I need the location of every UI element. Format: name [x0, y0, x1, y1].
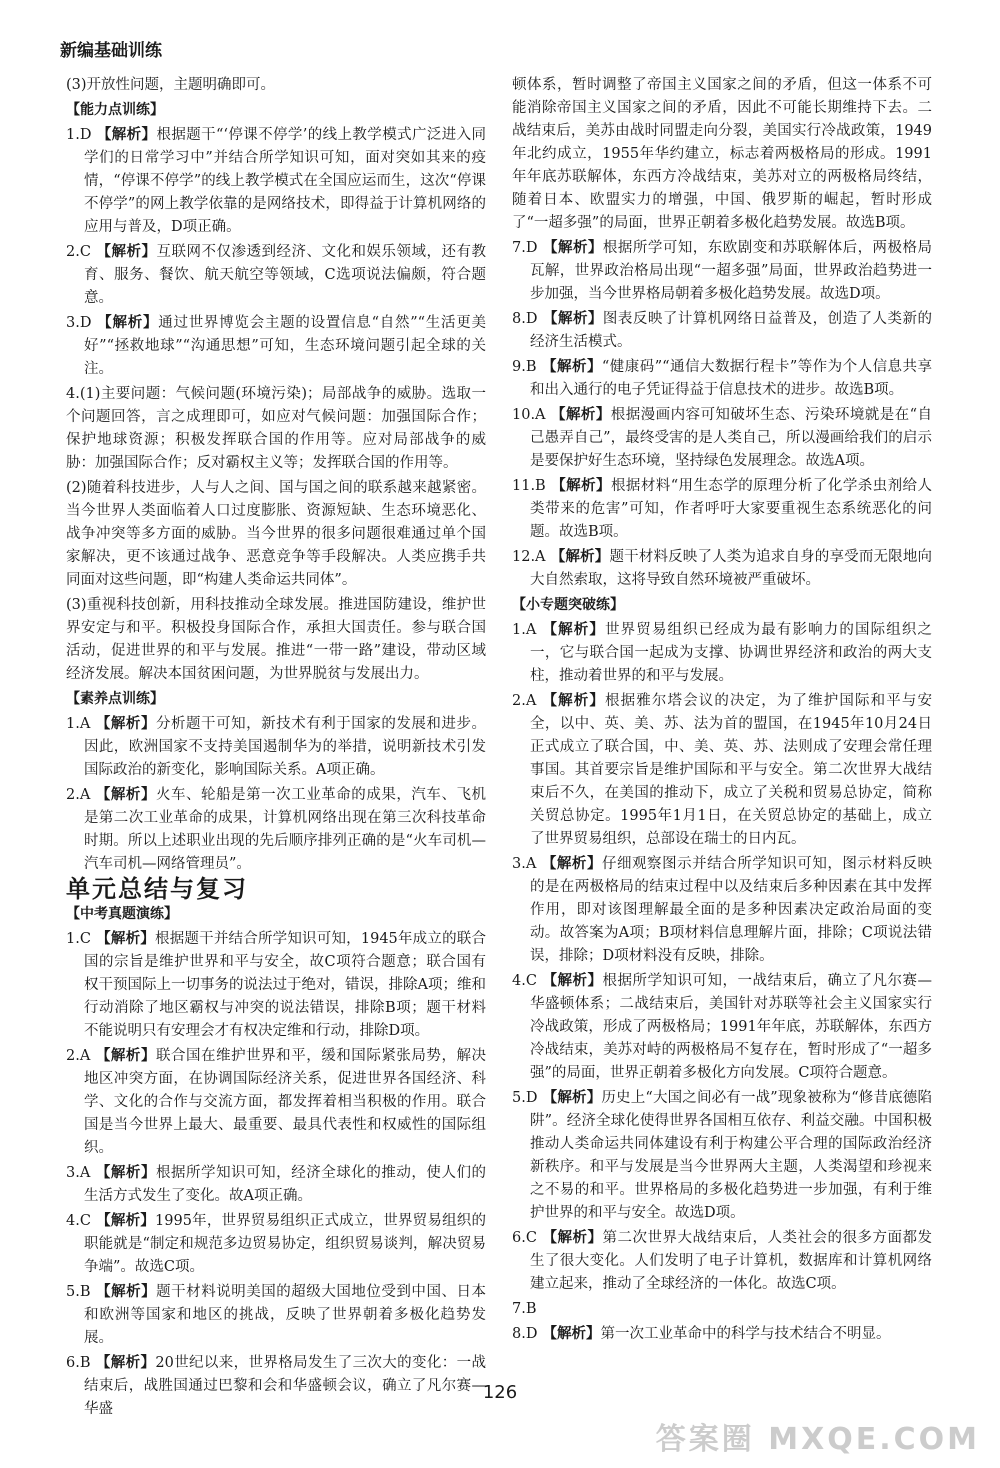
- answer-item: [512, 1298, 932, 1321]
- analysis-tag: 【解析】: [91, 315, 159, 331]
- answer-number: 11.B: [512, 478, 546, 494]
- section-label: 【中考真题演练】: [66, 906, 178, 922]
- answer-number: 6.C: [512, 1230, 537, 1246]
- watermark-logo: 答案圈 MXQE.COM: [655, 1422, 980, 1457]
- answer-number: 9.B: [512, 359, 537, 375]
- answer-item: [512, 546, 932, 592]
- paragraph: (3)开放性问题，主题明确即可。: [66, 77, 276, 93]
- answer-number: 8.D: [512, 1326, 538, 1342]
- analysis-tag: 【解析】: [545, 549, 610, 565]
- answer-item: [66, 1210, 486, 1279]
- answer-item: [66, 124, 486, 239]
- analysis-tag: 【解析】: [90, 1048, 156, 1064]
- answer-item: [66, 1162, 486, 1208]
- answer-item: [512, 1323, 932, 1346]
- analysis-tag: 【解析】: [537, 1326, 601, 1342]
- answer-item: [66, 928, 486, 1043]
- paragraph: (3)重视科技创新，用科技推动全球发展。推进国防建设，维护世界安定与和平。积极投身国际合作，承担大国责任。参与联合国活动，促进世界的和平与发展。推进“一带一路”建设，带动区域经济发展。解决本国贫困问题，为世界脱贫与发展出力。: [66, 597, 486, 682]
- section-label: 【能力点训练】: [66, 102, 164, 118]
- answer-text: 题干材料反映了人类为追求自身的享受而无限地向大自然索取，这将导致自然环境被严重破坏。: [530, 549, 932, 588]
- analysis-tag: 【解析】: [536, 359, 602, 375]
- answer-item: [512, 475, 932, 544]
- analysis-tag: 【解析】: [537, 1090, 602, 1106]
- analysis-tag: 【解析】: [90, 244, 157, 260]
- answer-item: [66, 713, 486, 782]
- analysis-tag: 【解析】: [545, 407, 611, 423]
- answer-number: 7.B: [512, 1301, 537, 1317]
- answer-item: [512, 237, 932, 306]
- answer-item: [66, 1281, 486, 1350]
- answer-text: 联合国在维护世界和平，缓和国际紧张局势，解决地区冲突方面，在协调国际经济关系，促进世界各国经济、科学、文化的合作与交流方面，都发挥着相当积极的作用。联合国是当今世界上最大、最重要、最具代表性和权威性的国际组织。: [84, 1048, 486, 1156]
- answer-number: 2.A: [66, 787, 91, 803]
- analysis-tag: 【解析】: [90, 931, 156, 947]
- left-column: [66, 74, 486, 1423]
- page-header-title: 新编基础训练: [60, 41, 162, 61]
- answer-number: 2.A: [512, 693, 537, 709]
- answer-number: 3.D: [66, 315, 92, 331]
- answer-number: 3.A: [512, 856, 537, 872]
- analysis-tag: 【解析】: [90, 716, 156, 732]
- answer-item: [66, 1045, 486, 1160]
- analysis-tag: 【解析】: [536, 856, 602, 872]
- right-column: [512, 74, 932, 1348]
- analysis-tag: 【解析】: [536, 973, 603, 989]
- answer-text: 仔细观察图示并结合所学知识可知，图示材料反映的是在两极格局的结束过程中以及结束后多种因素在其中发挥作用，即对该图理解最全面的是多种因素决定政治局面的变动。故答案为A项；B项材料信息理解片面，排除；C项说法错误，排除；D项材料没有反映，排除。: [530, 856, 932, 964]
- answer-text: 第二次世界大战结束后，人类社会的很多方面都发生了很大变化。人们发明了电子计算机，数据库和计算机网络建立起来，推动了全球经济的一体化。故选C项。: [530, 1230, 932, 1292]
- paragraph: (2)随着科技进步，人与人之间、国与国之间的联系越来越紧密。当今世界人类面临着人口过度膨胀、资源短缺、生态环境恶化、战争冲突等多方面的威胁。当今世界的很多问题很难通过单个国家解决，更不该通过战争、恶意竞争等手段解决。人类应携手共同面对这些问题，即“构建人类命运共同体”。: [66, 480, 486, 588]
- answer-text: 图表反映了计算机网络日益普及，创造了人类新的经济生活模式。: [530, 311, 932, 350]
- answer-number: 2.C: [66, 244, 91, 260]
- answer-text: 根据材料“用生态学的原理分析了化学杀虫剂给人类带来的危害”可知，作者呼吁大家要重视生态系统恶化的问题。故选B项。: [530, 478, 932, 540]
- answer-item: [512, 853, 932, 968]
- answer-text: 根据题干“‘停课不停学’的线上教学模式广泛进入同学们的日常学习中”并结合所学知识可知，面对突如其来的疫情，“停课不停学”的线上教学模式在全国应运而生，这次“停课不停学”的网上教学依靠的是网络技术，即得益于计算机网络的应用与普及，D项正确。: [84, 127, 486, 235]
- analysis-tag: 【解析】: [90, 1165, 156, 1181]
- answer-number: 8.D: [512, 311, 538, 327]
- answer-number: 5.B: [66, 1284, 91, 1300]
- analysis-tag: 【解析】: [90, 1284, 157, 1300]
- answer-item: [512, 356, 932, 402]
- answer-number: 7.D: [512, 240, 538, 256]
- answer-item: [66, 784, 486, 876]
- answer-text: 根据漫画内容可知破坏生态、污染环境就是在“自己愚弄自己”，最终受害的是人类自己，所以漫画给我们的启示是要保护好生态环境，坚持绿色发展理念。故选A项。: [530, 407, 932, 469]
- answer-text: 根据所学可知，东欧剧变和苏联解体后，两极格局瓦解，世界政治格局出现“一超多强”局面，世界政治趋势进一步加强，当今世界格局朝着多极化趋势发展。故选D项。: [530, 240, 932, 302]
- paragraph: 顿体系，暂时调整了帝国主义国家之间的矛盾，但这一体系不可能消除帝国主义国家之间的矛盾，因此不可能长期维持下去。二战结束后，美苏由战时同盟走向分裂，美国实行冷战政策，1949年北约成立，1955年华约建立，标志着两极格局的形成。1991年年底苏联解体，东西方冷战结束，美苏对立的两极格局终结，随着日本、欧盟实力的增强，中国、俄罗斯的崛起，暂时形成了“一超多强”的局面，世界正朝着多极化趋势发展。故选B项。: [512, 77, 932, 231]
- unit-title: 单元总结与复习: [66, 875, 248, 903]
- answer-item: [512, 690, 932, 851]
- answer-text: 1995年，世界贸易组织正式成立，世界贸易组织的职能就是“制定和规范多边贸易协定，组织贸易谈判，解决贸易争端”。故选C项。: [84, 1213, 486, 1275]
- answer-text: 火车、轮船是第一次工业革命的成果，汽车、飞机是第二次工业革命的成果，计算机网络出现在第三次科技革命时期。所以上述职业出现的先后顺序排列正确的是“火车司机—汽车司机—网络管理员”。: [84, 787, 486, 872]
- answer-item: [512, 1087, 932, 1225]
- answer-number: 6.B: [66, 1355, 91, 1371]
- answer-number: 1.D: [66, 127, 92, 143]
- answer-item: [66, 312, 486, 381]
- answer-text: 题干材料说明美国的超级大国地位受到中国、日本和欧洲等国家和地区的挑战，反映了世界朝着多极化趋势发展。: [84, 1284, 486, 1346]
- answer-item: [512, 308, 932, 354]
- answer-text: 根据所学知识可知，一战结束后，确立了凡尔赛—华盛顿体系；二战结束后，美国针对苏联等社会主义国家实行冷战政策，形成了两极格局；1991年年底，苏联解体，东西方冷战结束，美苏对峙的两极格局不复存在，暂时形成了“一超多强”的局面，世界正朝着多极化方向发展。C项符合题意。: [530, 973, 932, 1081]
- section-label: 【小专题突破练】: [512, 597, 624, 613]
- answer-number: 3.A: [66, 1165, 91, 1181]
- answer-text: 分析题干可知，新技术有利于国家的发展和进步。因此，欧洲国家不支持美国遏制华为的举措，说明新技术引发国际政治的新变化，影响国际关系。A项正确。: [84, 716, 486, 778]
- answer-item: [512, 1227, 932, 1296]
- answer-text: 根据雅尔塔会议的决定，为了维护国际和平与安全，以中、英、美、苏、法为首的盟国，在1945年10月24日正式成立了联合国，中、美、英、苏、法则成了安理会常任理事国。其首要宗旨是维护国际和平与安全。第二次世界大战结束后不久，在美国的推动下，成立了关税和贸易总协定，简称关贸总协定。1995年1月1日，在关贸总协定的基础上，成立了世界贸易组织，总部设在瑞士的日内瓦。: [530, 693, 932, 847]
- analysis-tag: 【解析】: [545, 478, 611, 494]
- answer-text: 通过世界博览会主题的设置信息“自然”“生活更美好”“拯救地球”“沟通思想”可知，生态环境问题引起全球的关注。: [84, 315, 486, 377]
- answer-number: 10.A: [512, 407, 546, 423]
- answer-text: 根据题干并结合所学知识可知，1945年成立的联合国的宗旨是维护世界和平与安全，故C项符合题意；联合国有权干预国际上一切事务的说法过于绝对，错误，排除A项；维和行动消除了地区霸权与冲突的说法错误，排除B项；题干材料不能说明只有安理会才有权决定维和行动，排除D项。: [84, 931, 486, 1039]
- answer-number: 2.A: [66, 1048, 91, 1064]
- analysis-tag: 【解析】: [536, 693, 605, 709]
- analysis-tag: 【解析】: [537, 311, 603, 327]
- answer-number: 1.C: [66, 931, 91, 947]
- analysis-tag: 【解析】: [90, 787, 156, 803]
- answer-item: [512, 970, 932, 1085]
- analysis-tag: 【解析】: [91, 127, 157, 143]
- section-label: 【素养点训练】: [66, 691, 164, 707]
- page-number: 126: [482, 1382, 518, 1403]
- analysis-tag: 【解析】: [90, 1355, 156, 1371]
- answer-text: 世界贸易组织已经成为最有影响力的国际组织之一，它与联合国一起成为支撑、协调世界经济和政治的两大支柱，推动着世界的和平与发展。: [530, 622, 932, 684]
- analysis-tag: 【解析】: [537, 240, 603, 256]
- answer-text: “健康码”“通信大数据行程卡”等作为个人信息共享和出入通行的电子凭证得益于信息技术的进步。故选B项。: [530, 359, 932, 398]
- answer-number: 12.A: [512, 549, 546, 565]
- answer-text: 历史上“大国之间必有一战”现象被称为“修昔底德陷阱”。经济全球化使得世界各国相互依存、利益交融。中国积极推动人类命运共同体建设有利于构建公平合理的国际政治经济新秩序。和平与发展是当今世界两大主题，人类渴望和珍视来之不易的和平。世界格局的多极化趋势进一步加强，有利于维护世界的和平与安全。故选D项。: [530, 1090, 932, 1221]
- answer-item: [66, 241, 486, 310]
- answer-text: 根据所学知识可知，经济全球化的推动，使人们的生活方式发生了变化。故A项正确。: [84, 1165, 486, 1204]
- answer-text: 互联网不仅渗透到经济、文化和娱乐领域，还有教育、服务、餐饮、航天航空等领域，C选项说法偏颇，符合题意。: [84, 244, 486, 306]
- answer-item: [512, 404, 932, 473]
- answer-item: [512, 619, 932, 688]
- paragraph: 4.(1)主要问题：气候问题(环境污染)；局部战争的威胁。选取一个问题回答，言之成理即可，如应对气候问题：加强国际合作；保护地球资源；积极发挥联合国的作用等。应对局部战争的威胁：加强国际合作；反对霸权主义等；发挥联合国的作用等。: [66, 386, 486, 471]
- answer-number: 4.C: [512, 973, 537, 989]
- answer-text: 第一次工业革命中的科学与技术结合不明显。: [600, 1326, 891, 1342]
- answer-text: 20世纪以来，世界格局发生了三次大的变化：一战结束后，战胜国通过巴黎和会和华盛顿会议，确立了凡尔赛—华盛: [84, 1355, 486, 1417]
- answer-number: 1.A: [66, 716, 91, 732]
- analysis-tag: 【解析】: [90, 1213, 156, 1229]
- answer-number: 1.A: [512, 622, 537, 638]
- answer-number: 5.D: [512, 1090, 538, 1106]
- answer-number: 4.C: [66, 1213, 91, 1229]
- analysis-tag: 【解析】: [536, 1230, 603, 1246]
- analysis-tag: 【解析】: [536, 622, 605, 638]
